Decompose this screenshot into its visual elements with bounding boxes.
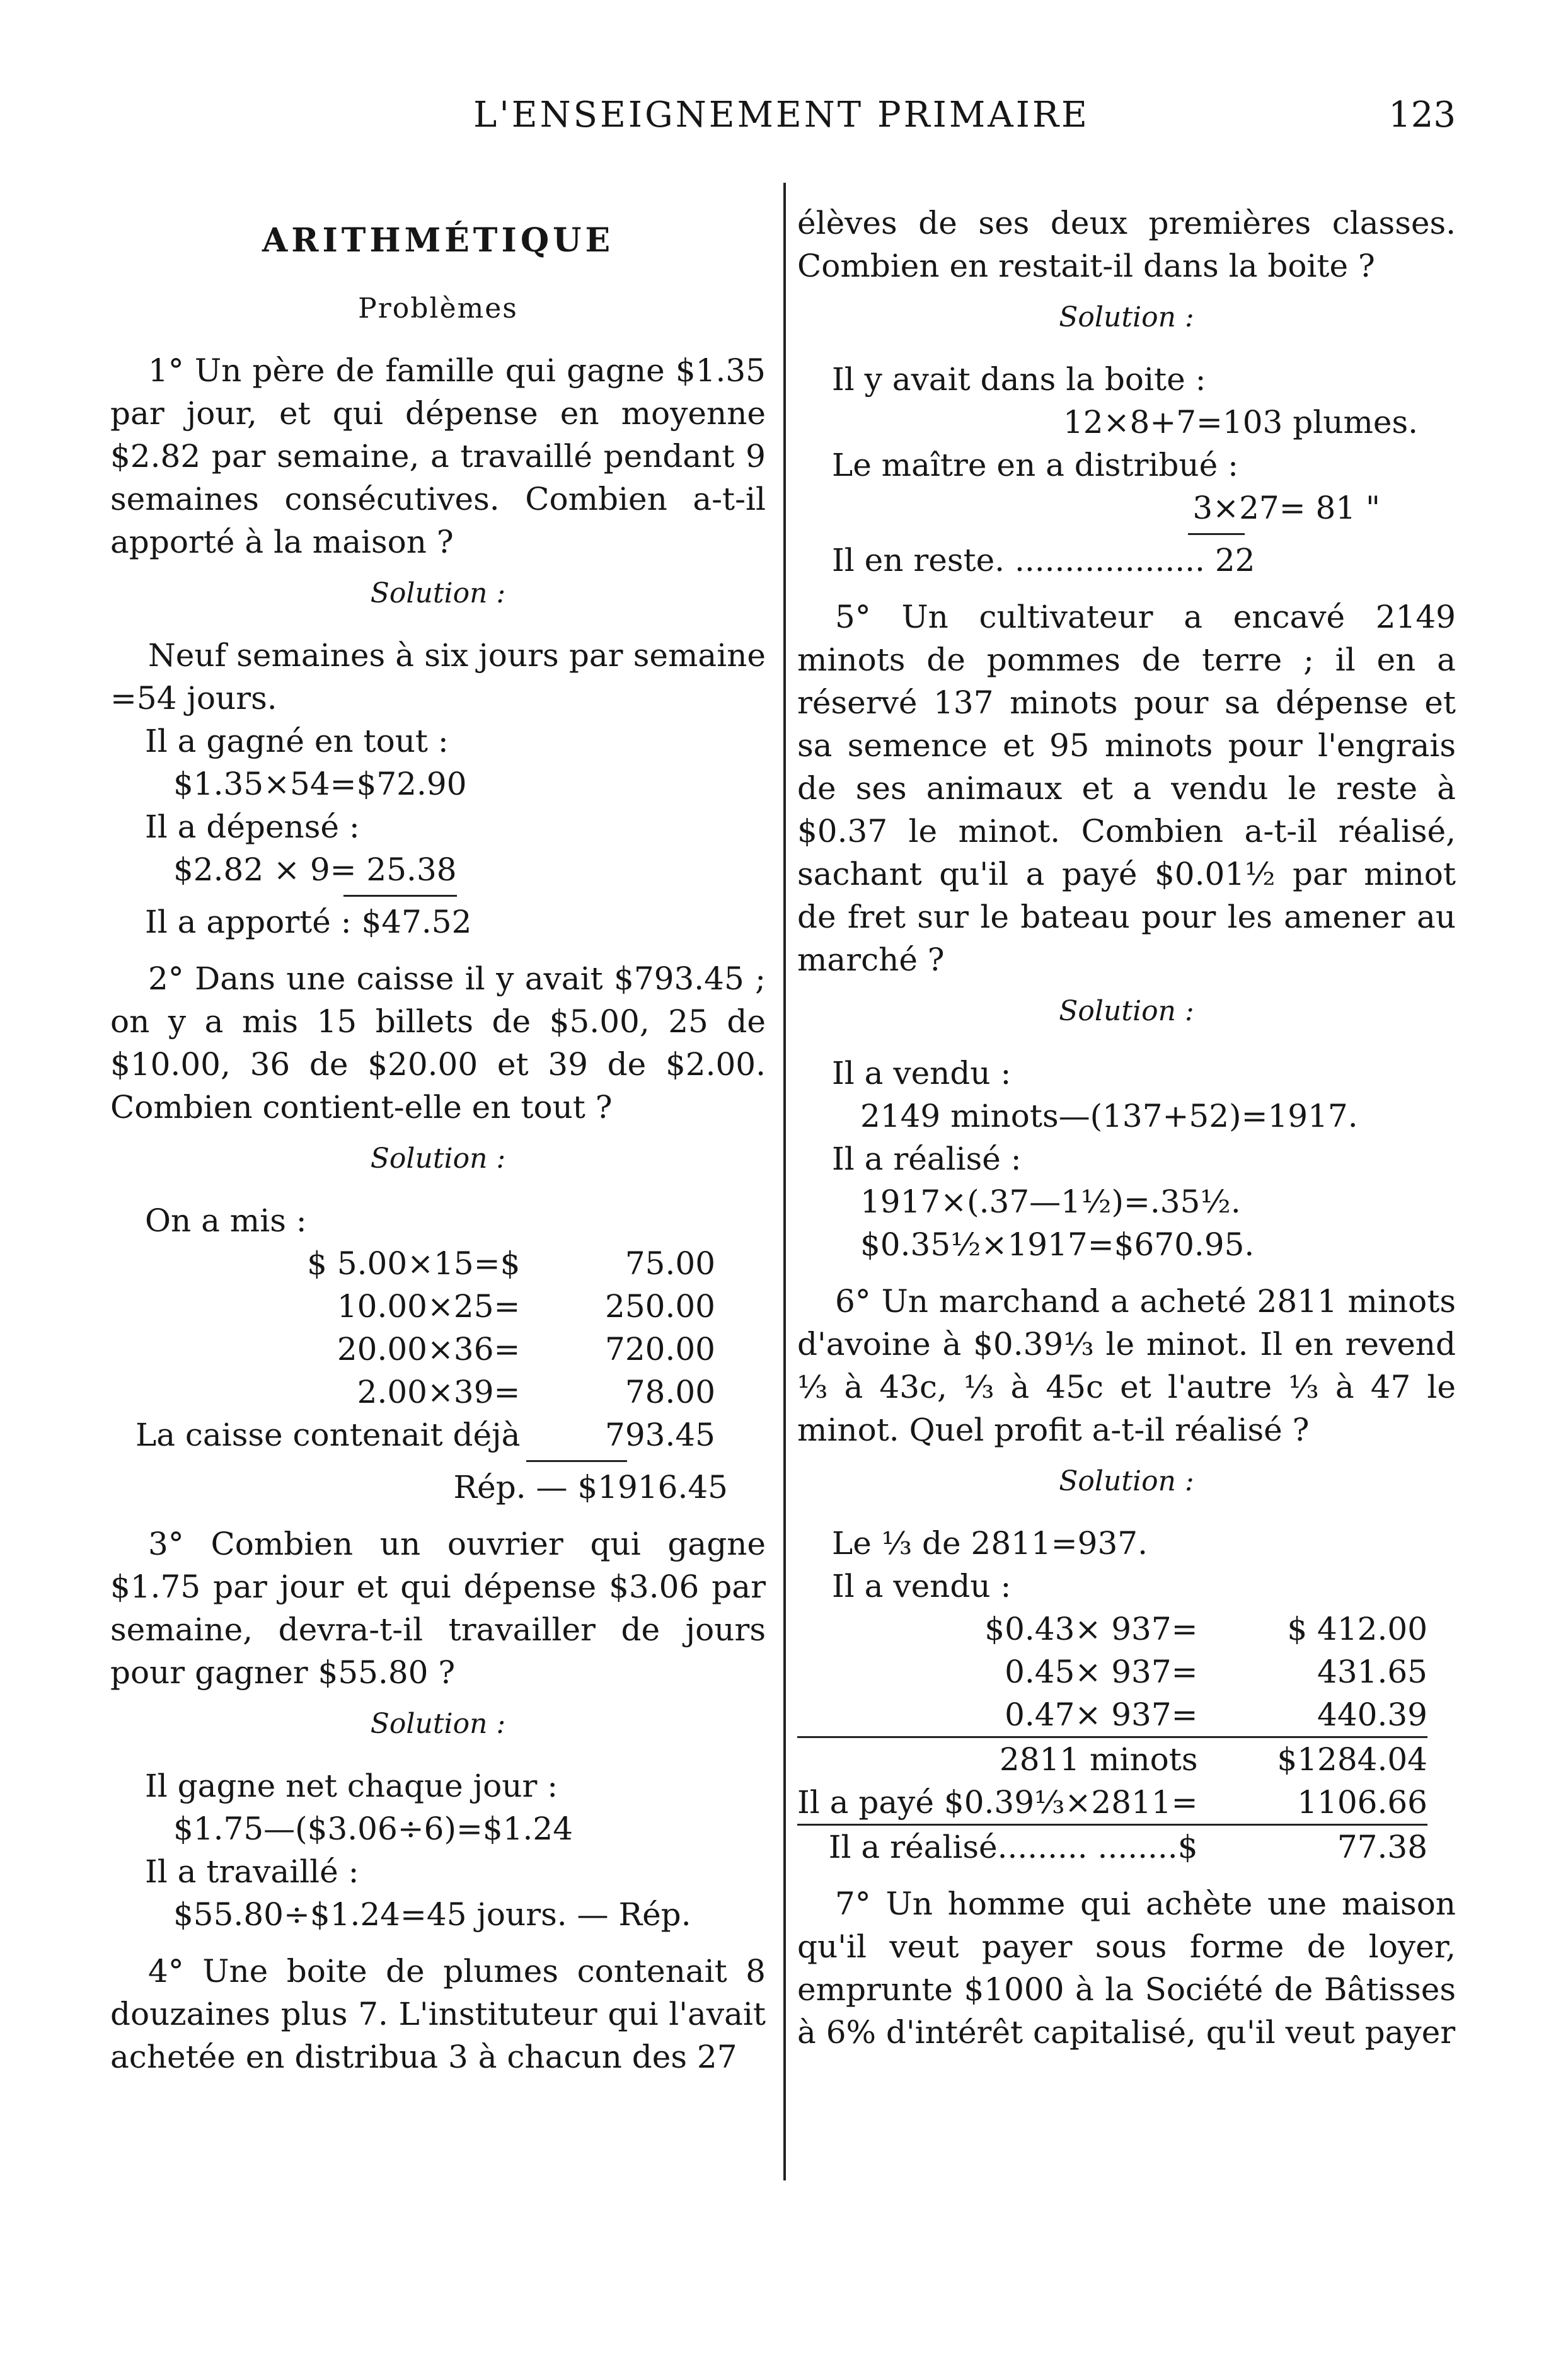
calculation: $0.35½×1917=$670.95.	[860, 1226, 1255, 1263]
problem-7: 7° Un homme qui achète une maison qu'il veut payer sous forme de loyer, emprunte $1000 à la Société de Bâtisses à 6% d'intérêt capitalisé, qu'il veut payer	[797, 1886, 1456, 2051]
problem-6: 6° Un marchand a acheté 2811 minots d'avoine à $0.39⅓ le minot. Il en revend ⅓ à 43c, ⅓ à 45c et l'autre ⅓ à 47 le minot. Quel profit a-t-il réalisé ?	[797, 1283, 1456, 1448]
solution-text: Il a réalisé :	[832, 1141, 1022, 1177]
solution-text: Neuf semaines à six jours par semaine =54 jours.	[110, 637, 766, 717]
calc-row: 0.45× 937= 431.65	[1005, 1654, 1427, 1690]
calc-row: 20.00×36= 720.00	[337, 1331, 715, 1368]
solution-label: Solution :	[1059, 995, 1194, 1027]
solution-text: On a mis :	[145, 1202, 307, 1239]
calc-row: 10.00×25= 250.00	[337, 1288, 715, 1325]
page-header	[107, 95, 1456, 151]
problem-4-continued: élèves de ses deux premières classes. Combien en restait-il dans la boite ?	[797, 205, 1456, 284]
calc-row: $0.43× 937= $ 412.00	[984, 1611, 1427, 1647]
running-title: L'ENSEIGNEMENT PRIMAIRE	[473, 95, 1090, 135]
problem-3: 3° Combien un ouvrier qui gagne $1.75 par jour et qui dépense $3.06 par semaine, devra-t-il travailler de jours pour gagner $55.80 ?	[110, 1526, 766, 1691]
solution-text: Il a vendu :	[832, 1568, 1012, 1604]
problem-5: 5° Un cultivateur a encavé 2149 minots de pommes de terre ; il en a réservé 137 minots pour sa dépense et sa semence et 95 minots pour l'engrais de ses animaux et a vendu le reste à $0.37 le minot. Combien a-t-il réalisé, sachant qu'il a payé $0.01½ par minot de fret sur le bateau pour les amener au marché ?	[797, 599, 1456, 978]
right-column	[797, 202, 1456, 2054]
solution-text: Il a vendu :	[832, 1055, 1012, 1091]
calculation-table	[135, 1242, 715, 1456]
calculation: $2.82 × 9= 25.38	[173, 851, 457, 888]
problem-2: 2° Dans une caisse il y avait $793.45 ; on y a mis 15 billets de $5.00, 25 de $10.00, 36 de $20.00 et 39 de $2.00. Combien contient-elle en tout ?	[110, 960, 766, 1126]
calculation-table	[797, 1608, 1427, 1868]
problem-1: 1° Un père de famille qui gagne $1.35 par jour, et qui dépense en moyenne $2.82 par semaine, a travaillé pendant 9 semaines consécutives. Combien a-t-il apporté à la maison ?	[110, 352, 766, 560]
solution-text: Le ⅓ de 2811=937.	[832, 1525, 1148, 1562]
solution-label: Solution :	[1059, 301, 1194, 333]
solution-text: Il a gagné en tout :	[145, 723, 449, 759]
calculation: 1917×(.37—1½)=.35½.	[860, 1183, 1241, 1220]
sum-rule	[1188, 533, 1245, 535]
calc-row: Il a payé $0.39⅓×2811= 1106.66	[797, 1781, 1427, 1825]
section-heading: ARITHMÉTIQUE	[262, 221, 614, 260]
calc-row: 2.00×39= 78.00	[357, 1374, 715, 1410]
solution-label: Solution :	[370, 577, 506, 609]
calculation: $1.35×54=$72.90	[173, 766, 467, 802]
calc-row: La caisse contenait déjà 793.45	[135, 1417, 715, 1453]
calc-row: $ 5.00×15=$ 75.00	[307, 1245, 715, 1282]
solution-text: Il y avait dans la boite :	[832, 361, 1206, 398]
solution-label: Solution :	[370, 1143, 506, 1175]
answer: Rép. — $1916.45	[453, 1469, 728, 1506]
calculation: 3×27= 81 "	[1192, 490, 1380, 526]
calculation: $1.75—($3.06÷6)=$1.24	[173, 1811, 574, 1847]
solution-label: Solution :	[370, 1708, 506, 1740]
page-number: 123	[1388, 95, 1456, 135]
sum-rule	[526, 1460, 627, 1462]
left-column	[110, 202, 766, 2078]
problem-4: 4° Une boite de plumes contenait 8 douzaines plus 7. L'instituteur qui l'avait achetée en distribua 3 à chacun des 27	[110, 1953, 766, 2075]
solution-text: Le maître en a distribué :	[832, 447, 1238, 483]
calculation: 2149 minots—(137+52)=1917.	[860, 1098, 1358, 1134]
solution-result: Il en reste. ................... 22	[832, 542, 1255, 579]
calculation: 12×8+7=103 plumes.	[1063, 404, 1418, 440]
solution-text: Il a dépensé :	[145, 809, 360, 845]
calc-row: 0.47× 937= 440.39	[797, 1693, 1427, 1737]
calculation: $55.80÷$1.24=45 jours. — Rép.	[173, 1896, 691, 1933]
sum-rule	[343, 895, 457, 897]
calc-row: Il a réalisé......... ........$ 77.38	[828, 1829, 1427, 1865]
solution-text: Il a travaillé :	[145, 1853, 359, 1890]
subheading: Problèmes	[358, 292, 518, 325]
solution-result: Il a apporté : $47.52	[145, 904, 472, 940]
calc-row: 2811 minots $1284.04	[999, 1741, 1427, 1778]
solution-text: Il gagne net chaque jour :	[145, 1768, 558, 1804]
solution-label: Solution :	[1059, 1465, 1194, 1497]
column-divider	[783, 183, 786, 2180]
